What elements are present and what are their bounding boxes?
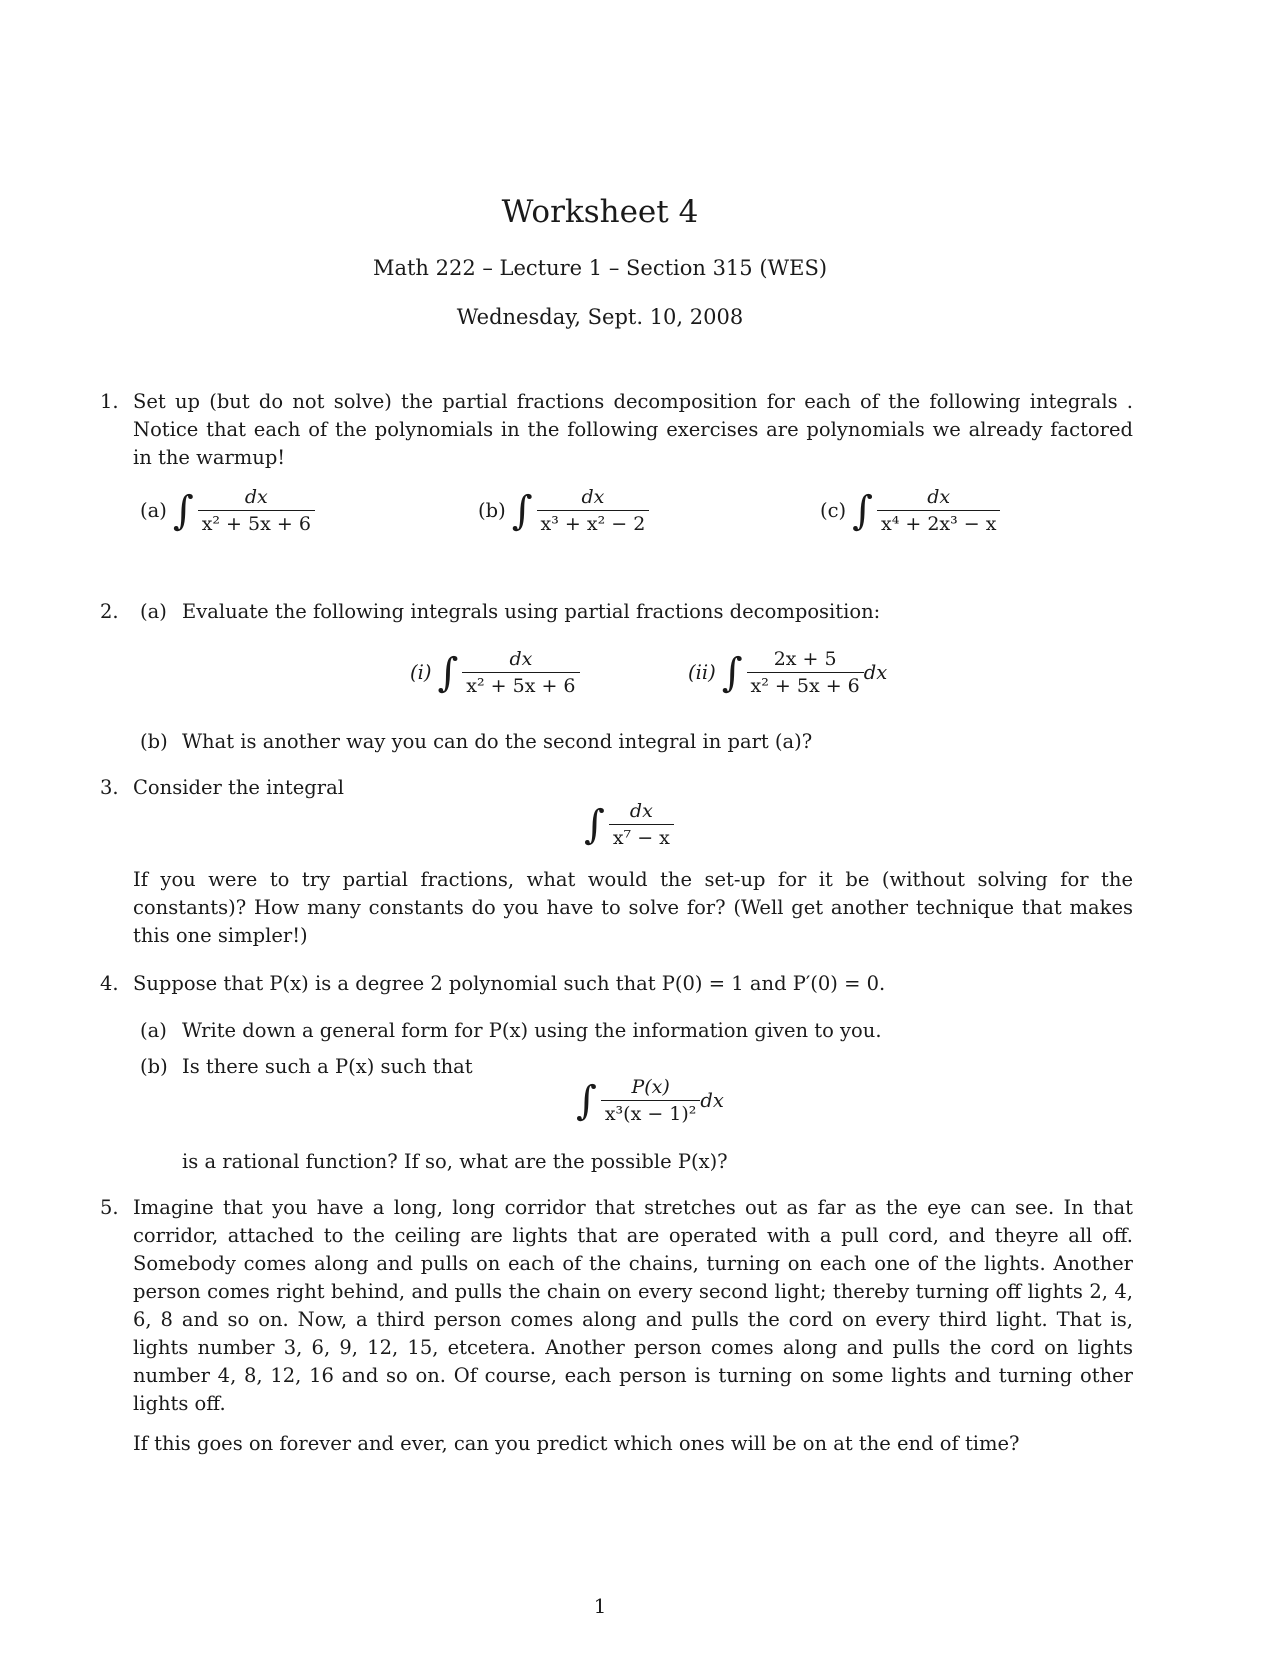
q5-number: 5. [100, 1196, 119, 1219]
q2b-text: What is another way you can do the second integral in part (a)? [182, 730, 813, 753]
q2i-numerator: dx [509, 648, 533, 670]
q1-text: Set up (but do not solve) the partial fractions decomposition for each of the following integrals . Notice that each of the polynomials in the following exercises are polynomials we already factored in the warmup! [133, 390, 1133, 469]
q1-number: 1. [100, 390, 119, 413]
q3-numerator: dx [629, 800, 653, 822]
q3-number: 3. [100, 776, 119, 799]
q2ii-fraction [747, 648, 864, 697]
page-title: Worksheet 4 [501, 194, 699, 230]
q2ii-numerator: 2x + 5 [773, 648, 837, 670]
integral-sign: ∫ [511, 487, 533, 534]
q3-fraction [609, 800, 674, 849]
q3-denominator: x⁷ − x [609, 824, 674, 849]
q4-denominator: x³(x − 1)² [601, 1100, 701, 1125]
integral-sign: ∫ [852, 487, 873, 534]
q1c-fraction [877, 486, 1000, 535]
q1c-denominator: x⁴ + 2x³ − x [877, 510, 1000, 535]
q1c-expression [820, 486, 1000, 535]
q2-number: 2. [100, 600, 119, 623]
q4a-text: Write down a general form for P(x) using the information given to you. [182, 1019, 882, 1042]
q4-number: 4. [100, 972, 119, 995]
q2ii-denominator: x² + 5x + 6 [747, 672, 864, 697]
q5-question: If this goes on forever and ever, can you predict which ones will be on at the end of time? [133, 1432, 1020, 1455]
q4b-after: is a rational function? If so, what are the possible P(x)? [182, 1150, 728, 1173]
q2a-text: Evaluate the following integrals using partial fractions decomposition: [182, 600, 881, 623]
q4-fraction [601, 1076, 701, 1125]
q1b-label: (b) [478, 499, 506, 522]
q2ii-label: (ii) [688, 661, 716, 684]
q2ii-expression [688, 648, 887, 697]
date-line: Wednesday, Sept. 10, 2008 [456, 305, 744, 329]
q1c-label: (c) [820, 499, 847, 522]
q2i-label: (i) [410, 661, 432, 684]
integral-sign: ∫ [721, 649, 743, 696]
course-line: Math 222 – Lecture 1 – Section 315 (WES) [372, 256, 828, 280]
integral-sign: ∫ [576, 1077, 597, 1124]
q1b-expression [478, 486, 649, 535]
q1a-fraction [198, 486, 315, 535]
q2ii-differential: dx [863, 661, 888, 684]
q4-text: Suppose that P(x) is a degree 2 polynomial such that P(0) = 1 and P′(0) = 0. [133, 972, 886, 995]
q1a-label: (a) [140, 499, 167, 522]
q5-text: Imagine that you have a long, long corridor that stretches out as far as the eye can see. In that corridor, attached to the ceiling are lights that are operated with a pull cord, and theyre all off. Somebody comes along and pulls on each of the chains, turning on each one of the lights. Another person comes right behind, and pulls the chain on every second light; thereby turning off lights 2, 4, 6, 8 and so on. Now, a third person comes along and pulls the cord on every third light. That is, lights number 3, 6, 9, 12, 15, etcetera. Another person comes along and pulls the cord on lights number 4, 8, 12, 16 and so on. Of course, each person is turning on some lights and turning other lights off. [133, 1196, 1133, 1415]
q4-expression [570, 1076, 724, 1125]
q4b-text: Is there such a P(x) such that [182, 1055, 473, 1078]
page-number: 1 [593, 1594, 607, 1618]
q4b-label: (b) [140, 1055, 168, 1078]
q2i-expression [410, 648, 580, 697]
q4-numerator: P(x) [631, 1076, 670, 1098]
q3-intro: Consider the integral [133, 776, 344, 799]
q1b-numerator: dx [581, 486, 605, 508]
integral-sign: ∫ [437, 649, 459, 696]
q1b-denominator: x³ + x² − 2 [537, 510, 650, 535]
q1c-numerator: dx [927, 486, 951, 508]
integral-sign: ∫ [584, 801, 605, 848]
q4a-label: (a) [140, 1019, 167, 1042]
q4-differential: dx [700, 1089, 724, 1112]
q1b-fraction [537, 486, 650, 535]
q1a-denominator: x² + 5x + 6 [198, 510, 315, 535]
q2i-denominator: x² + 5x + 6 [462, 672, 579, 697]
integral-sign: ∫ [172, 487, 194, 534]
q3-expression [578, 800, 674, 849]
q2a-label: (a) [140, 600, 167, 623]
q1a-numerator: dx [244, 486, 268, 508]
q2b-label: (b) [140, 730, 168, 753]
q2i-fraction [462, 648, 579, 697]
q3-text: If you were to try partial fractions, what would the set-up for it be (without solving for the constants)? How many constants do you have to solve for? (Well get another technique that makes this one simpler!) [133, 868, 1133, 947]
q1a-expression [140, 486, 315, 535]
